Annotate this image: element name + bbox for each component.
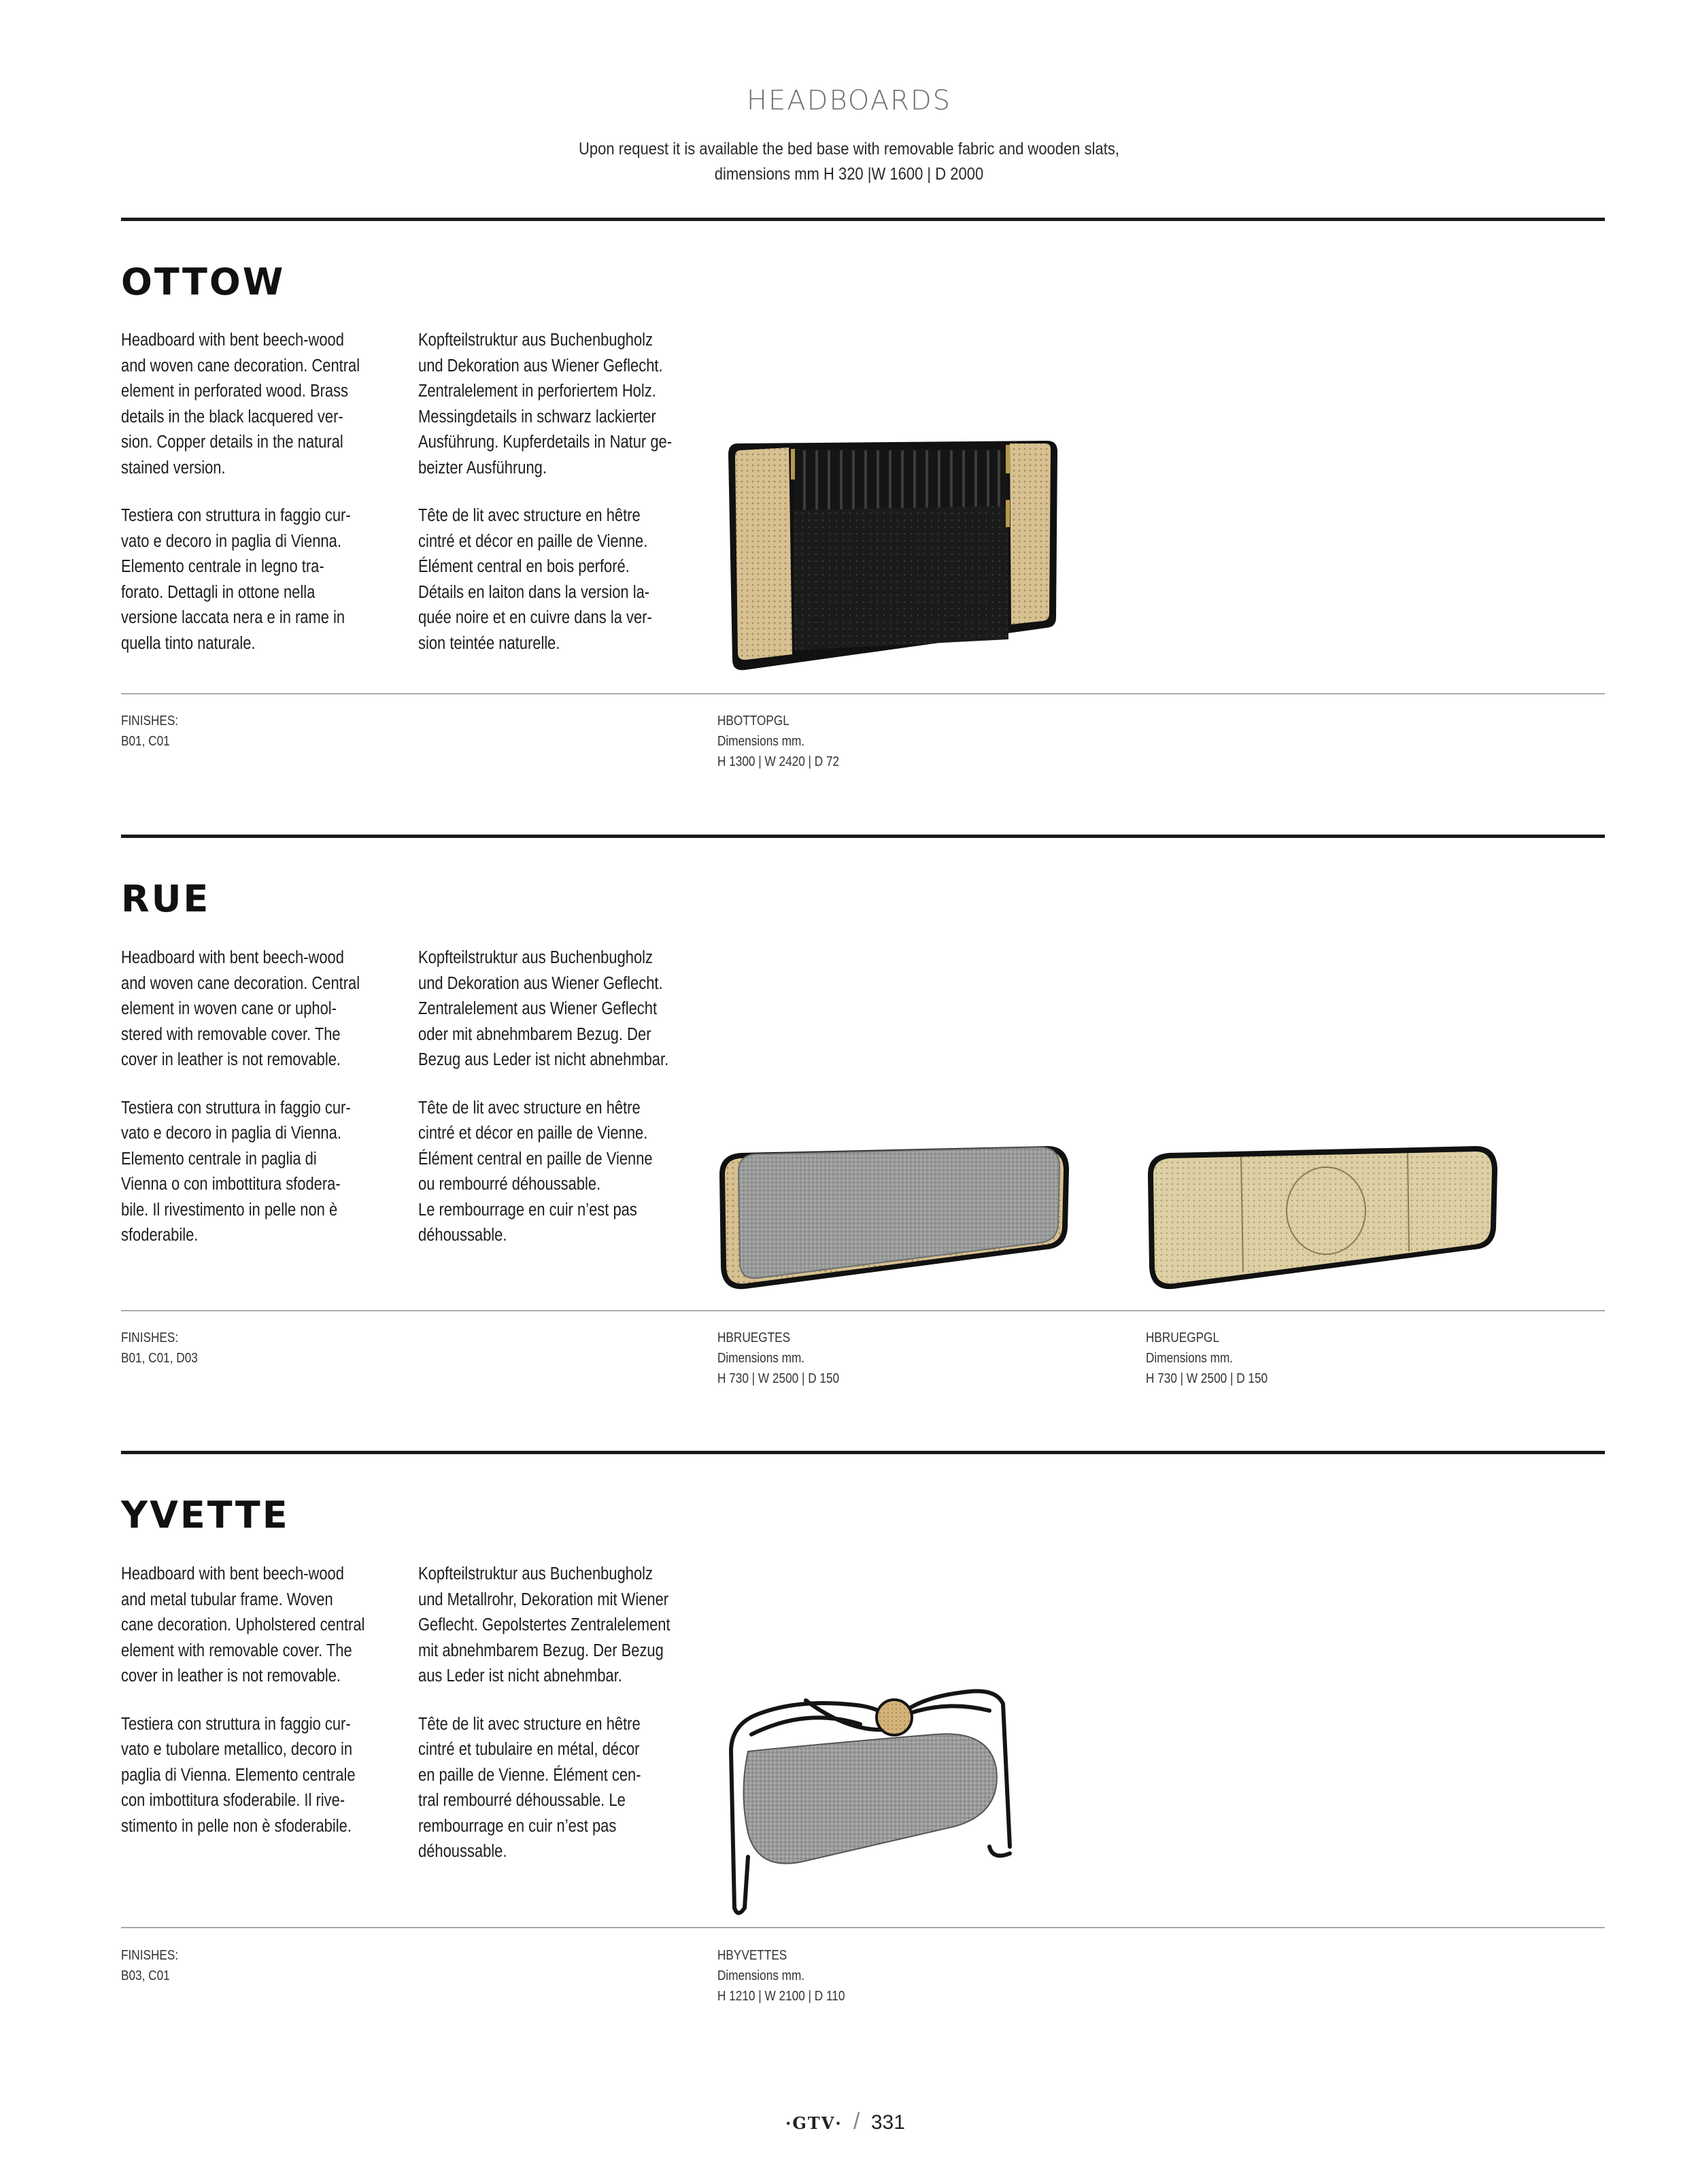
text-line: cane decoration. Upholstered central bbox=[121, 1615, 365, 1634]
rue-product-info-cane bbox=[1146, 1328, 1268, 1389]
text-line: and woven cane decoration. Central bbox=[121, 973, 360, 993]
finishes-value: B01, C01 bbox=[121, 734, 170, 749]
text-line: cover in leather is not removable. bbox=[121, 1050, 341, 1069]
section-divider bbox=[121, 218, 1605, 221]
text-line: and metal tubular frame. Woven bbox=[121, 1590, 333, 1609]
section-divider bbox=[121, 835, 1605, 838]
text-line: Élément central en bois perforé. bbox=[418, 557, 630, 576]
text-line: oder mit abnehmbarem Bezug. Der bbox=[418, 1024, 651, 1044]
dimensions-label: Dimensions mm. bbox=[717, 734, 805, 749]
rue-cane-image bbox=[1142, 1132, 1503, 1296]
yvette-description-fr bbox=[418, 1712, 675, 1865]
text-line: Vienna o con imbottitura sfodera- bbox=[121, 1175, 341, 1194]
text-line: en paille de Vienne. Élément cen- bbox=[418, 1765, 641, 1785]
yvette-text-de-fr bbox=[418, 1562, 675, 1887]
text-line: sfoderabile. bbox=[121, 1226, 199, 1245]
rue-description-it bbox=[121, 1096, 373, 1249]
ottow-description-en bbox=[121, 328, 373, 481]
text-line: element in woven cane or uphol- bbox=[121, 999, 337, 1018]
ottow-text-en-it bbox=[121, 328, 373, 679]
yvette-description-en bbox=[121, 1562, 373, 1690]
finishes-label: FINISHES: bbox=[121, 713, 179, 728]
page-title: HEADBOARDS bbox=[746, 85, 952, 116]
product-code: HBOTTOPGL bbox=[717, 713, 789, 728]
dimensions-value: H 730 | W 2500 | D 150 bbox=[1146, 1371, 1268, 1386]
page-subtitle bbox=[102, 137, 1596, 187]
text-line: stained version. bbox=[121, 458, 226, 477]
text-line: Testiera con struttura in faggio cur- bbox=[121, 506, 351, 525]
page-footer bbox=[785, 2109, 905, 2135]
ottow-text-de-fr bbox=[418, 328, 675, 679]
text-line: cover in leather is not removable. bbox=[121, 1666, 341, 1685]
text-line: Elemento centrale in paglia di bbox=[121, 1149, 317, 1169]
text-line: cintré et décor en paille de Vienne. bbox=[418, 1124, 648, 1143]
text-line: quella tinto naturale. bbox=[121, 633, 256, 653]
text-line: Geflecht. Gepolstertes Zentralelement bbox=[418, 1615, 670, 1634]
dimensions-label: Dimensions mm. bbox=[717, 1968, 805, 1983]
ottow-description-de bbox=[418, 328, 675, 481]
dimensions-value: H 1300 | W 2420 | D 72 bbox=[717, 754, 840, 769]
rue-description-en bbox=[121, 945, 373, 1073]
brand-logo: ·GTV· bbox=[785, 2113, 843, 2133]
finishes-value: B01, C01, D03 bbox=[121, 1351, 198, 1366]
section-title-rue: RUE bbox=[121, 877, 211, 920]
section-title-yvette: YVETTE bbox=[121, 1494, 290, 1536]
text-line: tral rembourré déhoussable. Le bbox=[418, 1791, 626, 1810]
section-rule bbox=[121, 693, 1605, 694]
text-line: mit abnehmbarem Bezug. Der Bezug bbox=[418, 1641, 664, 1660]
text-line: Elemento centrale in legno tra- bbox=[121, 557, 324, 576]
ottow-description-it bbox=[121, 503, 373, 656]
dimensions-label: Dimensions mm. bbox=[1146, 1351, 1234, 1366]
text-line: Kopfteilstruktur aus Buchenbugholz bbox=[418, 331, 653, 350]
text-line: Ausführung. Kupferdetails in Natur ge- bbox=[418, 433, 673, 452]
text-line: stered with removable cover. The bbox=[121, 1024, 341, 1044]
text-line: element with removable cover. The bbox=[121, 1641, 352, 1660]
text-line: Zentralelement aus Wiener Geflecht bbox=[418, 999, 658, 1018]
text-line: details in the black lacquered ver- bbox=[121, 407, 343, 426]
text-line: element in perforated wood. Brass bbox=[121, 382, 349, 401]
yvette-finishes bbox=[121, 1945, 178, 1986]
yvette-product-info bbox=[717, 1945, 845, 2006]
dimensions-label: Dimensions mm. bbox=[717, 1351, 805, 1366]
text-line: Tête de lit avec structure en hêtre bbox=[418, 1098, 641, 1118]
rue-product-info-upholstered bbox=[717, 1328, 839, 1389]
rue-text-en-it bbox=[121, 945, 373, 1271]
text-line: Kopfteilstruktur aus Buchenbugholz bbox=[418, 1564, 653, 1583]
section-rule bbox=[121, 1927, 1605, 1928]
text-line: Testiera con struttura in faggio cur- bbox=[121, 1098, 351, 1118]
rue-finishes bbox=[121, 1328, 198, 1368]
text-line: Testiera con struttura in faggio cur- bbox=[121, 1714, 351, 1734]
text-line: and woven cane decoration. Central bbox=[121, 356, 360, 375]
text-line: sion. Copper details in the natural bbox=[121, 433, 343, 452]
text-line: Tête de lit avec structure en hêtre bbox=[418, 506, 641, 525]
subtitle-line: Upon request it is available the bed base with removable fabric and wooden slats, bbox=[579, 139, 1119, 158]
dimensions-value: H 730 | W 2500 | D 150 bbox=[717, 1371, 840, 1386]
text-line: versione laccata nera e in rame in bbox=[121, 608, 345, 627]
finishes-label: FINISHES: bbox=[121, 1330, 179, 1345]
yvette-text-en-it bbox=[121, 1562, 373, 1862]
yvette-product-image bbox=[711, 1649, 1037, 1921]
text-line: con imbottitura sfoderabile. Il rive- bbox=[121, 1791, 345, 1810]
finishes-value: B03, C01 bbox=[121, 1968, 170, 1983]
text-line: sion teintée naturelle. bbox=[418, 633, 560, 653]
text-line: vato e tubolare metallico, decoro in bbox=[121, 1740, 353, 1759]
rue-text-de-fr bbox=[418, 945, 675, 1271]
text-line: bile. Il rivestimento in pelle non è bbox=[121, 1200, 338, 1220]
rue-upholstered-image bbox=[714, 1132, 1074, 1296]
text-line: paglia di Vienna. Elemento centrale bbox=[121, 1765, 356, 1785]
section-rule bbox=[121, 1310, 1605, 1311]
text-line: Headboard with bent beech-wood bbox=[121, 948, 344, 967]
page-number: 331 bbox=[870, 2111, 905, 2134]
text-line: rembourrage en cuir n’est pas bbox=[418, 1816, 617, 1836]
ottow-finishes bbox=[121, 711, 178, 752]
text-line: stimento in pelle non è sfoderabile. bbox=[121, 1816, 352, 1836]
section-divider bbox=[121, 1451, 1605, 1454]
text-line: Headboard with bent beech-wood bbox=[121, 1564, 344, 1583]
footer-separator: / bbox=[853, 2109, 860, 2134]
text-line: cintré et tubulaire en métal, décor bbox=[418, 1740, 640, 1759]
text-line: und Dekoration aus Wiener Geflecht. bbox=[418, 973, 663, 993]
text-line: Tête de lit avec structure en hêtre bbox=[418, 1714, 641, 1734]
text-line: Headboard with bent beech-wood bbox=[121, 331, 344, 350]
text-line: ou rembourré déhoussable. bbox=[418, 1175, 601, 1194]
rue-description-de bbox=[418, 945, 675, 1073]
text-line: vato e decoro in paglia di Vienna. bbox=[121, 1124, 341, 1143]
text-line: déhoussable. bbox=[418, 1226, 507, 1245]
ottow-description-fr bbox=[418, 503, 675, 656]
text-line: und Metallrohr, Dekoration mit Wiener bbox=[418, 1590, 669, 1609]
text-line: Messingdetails in schwarz lackierter bbox=[418, 407, 656, 426]
text-line: Détails en laiton dans la version la- bbox=[418, 582, 650, 602]
yvette-description-it bbox=[121, 1712, 373, 1840]
product-code: HBYVETTES bbox=[717, 1948, 787, 1963]
rue-description-fr bbox=[418, 1096, 675, 1249]
text-line: aus Leder ist nicht abnehmbar. bbox=[418, 1666, 622, 1685]
dimensions-value: H 1210 | W 2100 | D 110 bbox=[717, 1989, 845, 2004]
text-line: quée noire et en cuivre dans la ver- bbox=[418, 608, 652, 627]
page-header bbox=[0, 85, 1698, 187]
text-line: vato e decoro in paglia di Vienna. bbox=[121, 531, 341, 551]
text-line: Le rembourrage en cuir n’est pas bbox=[418, 1200, 637, 1220]
text-line: déhoussable. bbox=[418, 1842, 507, 1861]
text-line: cintré et décor en paille de Vienne. bbox=[418, 531, 648, 551]
text-line: Bezug aus Leder ist nicht abnehmbar. bbox=[418, 1050, 669, 1069]
text-line: Zentralelement in perforiertem Holz. bbox=[418, 382, 656, 401]
text-line: Élément central en paille de Vienne bbox=[418, 1149, 653, 1169]
yvette-description-de bbox=[418, 1562, 675, 1690]
product-code: HBRUEGPGL bbox=[1146, 1330, 1220, 1345]
ottow-product-info bbox=[717, 711, 839, 772]
ottow-product-image bbox=[717, 435, 1064, 673]
subtitle-line: dimensions mm H 320 |W 1600 | D 2000 bbox=[714, 165, 984, 184]
product-code: HBRUEGTES bbox=[717, 1330, 791, 1345]
text-line: Kopfteilstruktur aus Buchenbugholz bbox=[418, 948, 653, 967]
text-line: und Dekoration aus Wiener Geflecht. bbox=[418, 356, 663, 375]
text-line: forato. Dettagli in ottone nella bbox=[121, 582, 316, 602]
finishes-label: FINISHES: bbox=[121, 1948, 179, 1963]
section-title-ottow: OTTOW bbox=[121, 261, 286, 303]
text-line: beizter Ausführung. bbox=[418, 458, 547, 477]
